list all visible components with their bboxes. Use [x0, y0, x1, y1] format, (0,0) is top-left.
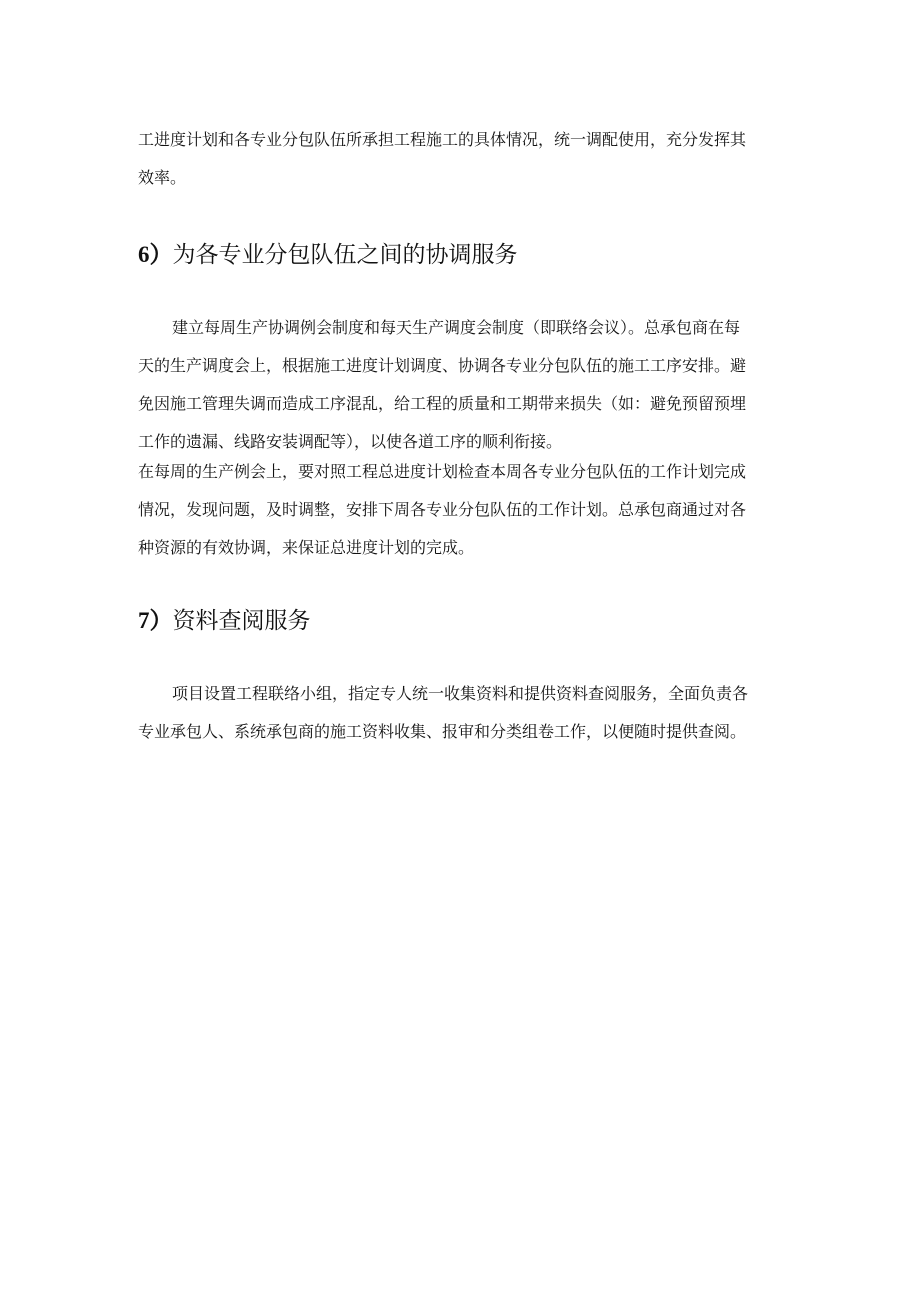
section-7-number: 7）: [138, 608, 173, 633]
text-line: 在每周的生产例会上，要对照工程总进度计划检查本周各专业分包队伍的工作计划完成: [138, 462, 747, 481]
text-line: 建立每周生产协调例会制度和每天生产调度会制度（即联络会议）。总承包商在每: [172, 318, 741, 337]
section-6-paragraph-1: [138, 309, 788, 461]
text-line: 专业承包人、系统承包商的施工资料收集、报审和分类组卷工作，以便随时提供查阅。: [138, 722, 747, 741]
section-6-number: 6）: [138, 242, 173, 267]
text-line: 效率。: [138, 168, 187, 187]
text-line: 天的生产调度会上，根据施工进度计划调度、协调各专业分包队伍的施工工序安排。避: [138, 356, 747, 375]
section-6-paragraph-2: [138, 453, 788, 567]
intro-paragraph: [138, 121, 788, 197]
section-7-title: 资料查阅服务: [172, 608, 311, 634]
section-6-title: 为各专业分包队伍之间的协调服务: [172, 242, 518, 268]
text-line: 项目设置工程联络小组，指定专人统一收集资料和提供资料查阅服务，全面负责各: [172, 684, 749, 703]
section-6-heading: [138, 240, 518, 270]
section-7-heading: [138, 606, 311, 636]
text-line: 工进度计划和各专业分包队伍所承担工程施工的具体情况，统一调配使用，充分发挥其: [138, 130, 747, 149]
section-7-paragraph-1: [138, 675, 788, 751]
text-line: 免因施工管理失调而造成工序混乱，给工程的质量和工期带来损失（如：避免预留预埋: [138, 394, 747, 413]
text-line: 情况，发现问题，及时调整，安排下周各专业分包队伍的工作计划。总承包商通过对各: [138, 500, 747, 519]
text-line: 工作的遗漏、线路安装调配等），以使各道工序的顺利衔接。: [138, 432, 563, 451]
text-line: 种资源的有效协调，来保证总进度计划的完成。: [138, 538, 475, 557]
